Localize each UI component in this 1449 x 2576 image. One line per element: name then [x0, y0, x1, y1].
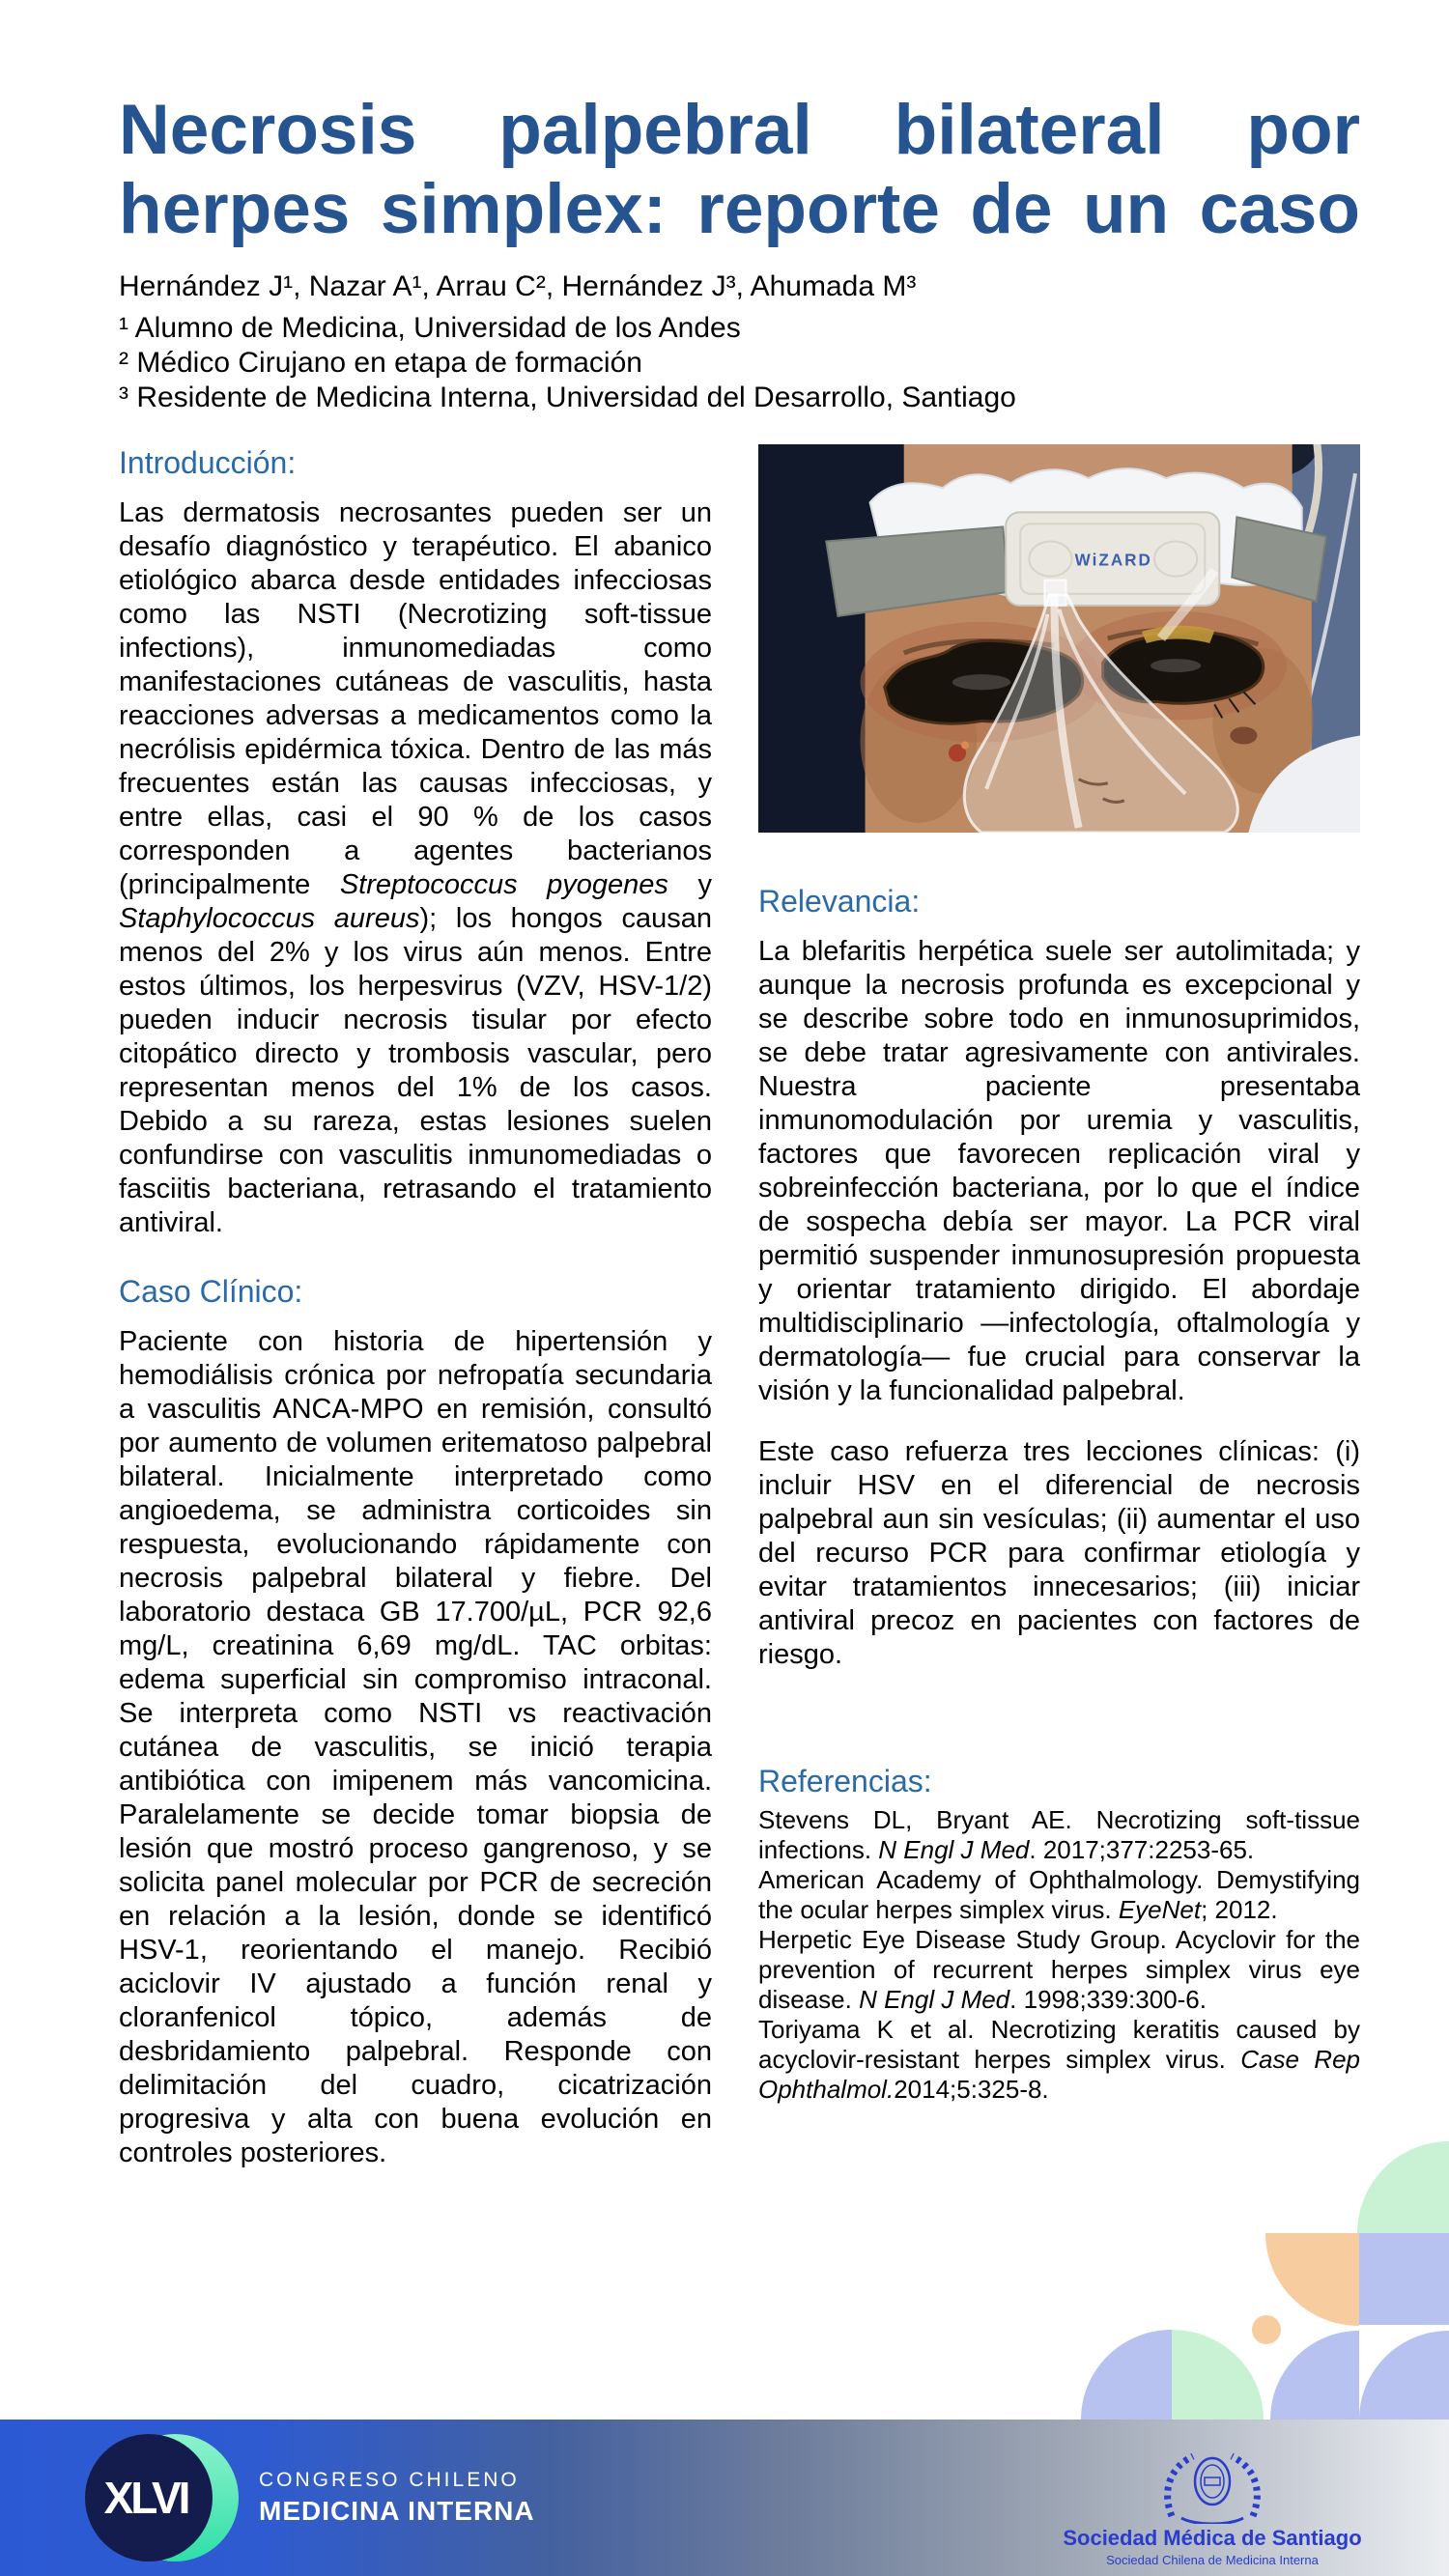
clinical-photo [758, 444, 1360, 833]
eyelid-gloss-2 [1151, 659, 1201, 672]
title-line-1: Necrosis palpebral bilateral por [119, 91, 1360, 169]
title-line-2: herpes simplex: reporte de un caso [119, 170, 1360, 248]
congress-line-2: MEDICINA INTERNA [259, 2496, 535, 2526]
caso-heading: Caso Clínico: [119, 1274, 303, 1309]
skin-lesion-highlight [961, 742, 969, 750]
decor-quarter-periwinkle-1 [1081, 2330, 1172, 2420]
society-logo-block [1005, 2449, 1420, 2567]
skin-lesion-dark [1230, 726, 1257, 744]
caso-paragraph: Paciente con historia de hipertensión y hemodiálisis crónica por nefropatía secundaria a vasculitis ANCA-MPO en remisión, consultó por aumento de volumen eritematoso palpebral bilateral. Inicialmente interpretado como angioedema, se administra corticoides sin respuesta, evolucionando rápidamente con necrosis palpebral bilateral y fiebre. Del laboratorio destaca GB 17.700/µL, PCR 92,6 mg/L, creatinina 6,69 mg/dL. TAC orbitas: edema superficial sin compromiso intraconal. Se interpreta como NSTI vs reactivación cutánea de vasculitis, se inició terapia antibiótica con imipenem más vancomicina. Paralelamente se decide tomar biopsia de lesión que mostró proceso gangrenoso, y se solicita panel molecular por PCR de secreción en relación a la lesión, donde se identificó HSV-1, reorientando el manejo. Recibió aciclovir IV ajustado a función renal y cloranfenicol tópico, además de desbridamiento palpebral. Responde con delimitación del cuadro, cicatrización progresiva y alta con buena evolución en controles posteriores. [119, 1326, 712, 2168]
right-column [758, 444, 1360, 2170]
decor-dot-orange [1252, 2315, 1281, 2344]
wreath-ribbon [1181, 2518, 1243, 2524]
intro-heading: Introducción: [119, 445, 297, 480]
society-name: Sociedad Médica de Santiago [1063, 2526, 1362, 2550]
authors-line: Hernández J¹, Nazar A¹, Arrau C², Hernández J³, Ahumada M³ [119, 270, 917, 302]
congress-logo-block [82, 2427, 535, 2568]
affiliation-3: ³ Residente de Medicina Interna, Universidad del Desarrollo, Santiago [119, 382, 1016, 413]
affiliation-1: ¹ Alumno de Medicina, Universidad de los Andes [119, 312, 741, 344]
congress-text-block [259, 2469, 535, 2527]
eyelid-gloss-1 [952, 674, 1010, 690]
decor-quarter-green-bottom [1172, 2330, 1264, 2420]
relevancia-paragraph-1: La blefaritis herpética suele ser autolimitada; y aunque la necrosis profunda es excepcional y se describe sobre todo en inmunosuprimidos, se debe tratar agresivamente con antivirales. Nuestra paciente presentaba inmunomodulación por uremia y vasculitis, factores que favorecen replicación viral y sobreinfección bacteriana, por lo que el índice de sospecha debía ser mayor. La PCR viral permitió suspender inmunosupresión propuesta y orientar tratamiento dirigido. El abordaje multidisciplinario —infectología, oftalmología y dermatología— fue crucial para conservar la visión y la funcionalidad palpebral. [758, 936, 1360, 1406]
poster-title [119, 91, 1360, 249]
referencias-heading: Referencias: [758, 1764, 932, 1798]
device-label: WiZARD [1074, 551, 1152, 570]
congress-line-1: CONGRESO CHILENO [259, 2469, 520, 2491]
reference-item: American Academy of Ophthalmology. Demystifying the ocular herpes simplex virus. EyeNet; 2012. [758, 1865, 1360, 1924]
reference-item: Stevens DL, Bryant AE. Necrotizing soft-tissue infections. N Engl J Med. 2017;377:2253-65. [758, 1805, 1360, 1864]
wreath-branch-left [1168, 2456, 1193, 2516]
relevancia-paragraph-2: Este caso refuerza tres lecciones clínicas: (i) incluir HSV en el diferencial de necrosis palpebral aun sin vesículas; (ii) aumentar el uso del recurso PCR para confirmar etiología y evitar tratamientos innecesarios; (iii) iniciar antiviral precoz en pacientes con factores de riesgo. [758, 1436, 1360, 1670]
decor-quarter-periwinkle-3 [1359, 2331, 1449, 2420]
wreath-branch-right [1232, 2456, 1257, 2516]
left-column [119, 444, 712, 2170]
content-columns [0, 444, 1449, 2170]
society-emblem [1135, 2449, 1290, 2524]
reference-item: Herpetic Eye Disease Study Group. Acyclovir for the prevention of recurrent herpes simplex virus eye disease. N Engl J Med. 1998;339:300-6. [758, 1925, 1360, 2014]
reference-item: Toriyama K et al. Necrotizing keratitis caused by acyclovir-resistant herpes simplex virus. Case Rep Ophthalmol.2014;5:325-8. [758, 2015, 1360, 2104]
decor-square-periwinkle [1359, 2233, 1449, 2325]
affiliation-2: ² Médico Cirujano en etapa de formación [119, 347, 642, 379]
relevancia-heading: Relevancia: [758, 884, 921, 919]
footer-banner [0, 2420, 1449, 2576]
society-subtitle: Sociedad Chilena de Medicina Interna [1106, 2553, 1319, 2567]
logo-roman-numeral: XLVI [103, 2473, 188, 2523]
seal-building [1205, 2477, 1220, 2485]
decor-quarter-orange [1265, 2233, 1359, 2326]
intro-paragraph: Las dermatosis necrosantes pueden ser un desafío diagnóstico y terapéutico. El abanico etiológico abarca desde entidades infecciosas como las NSTI (Necrotizing soft-tissue infections), inmunomediadas como manifestaciones cutáneas de vasculitis, hasta reacciones adversas a medicamentos como la necrólisis epidérmica tóxica. Dentro de las más frecuentes están las causas infecciosas, y entre ellas, casi el 90 % de los casos corresponden a agentes bacterianos (principalmente Streptococcus pyogenes y Staphylococcus aureus); los hongos causan menos del 2% y los virus aún menos. Entre estos últimos, los herpesvirus (VZV, HSV-1/2) pueden inducir necrosis tisular por efecto citopático directo y trombosis vascular, pero representan menos del 1% de los casos. Debido a su rareza, estas lesiones suelen confundirse con vasculitis inmunomediadas o fasciitis bacteriana, retrasando el tratamiento antiviral. [119, 497, 712, 1238]
decor-quarter-periwinkle-2 [1270, 2331, 1359, 2420]
congress-logo [82, 2427, 242, 2568]
header [0, 0, 1449, 415]
